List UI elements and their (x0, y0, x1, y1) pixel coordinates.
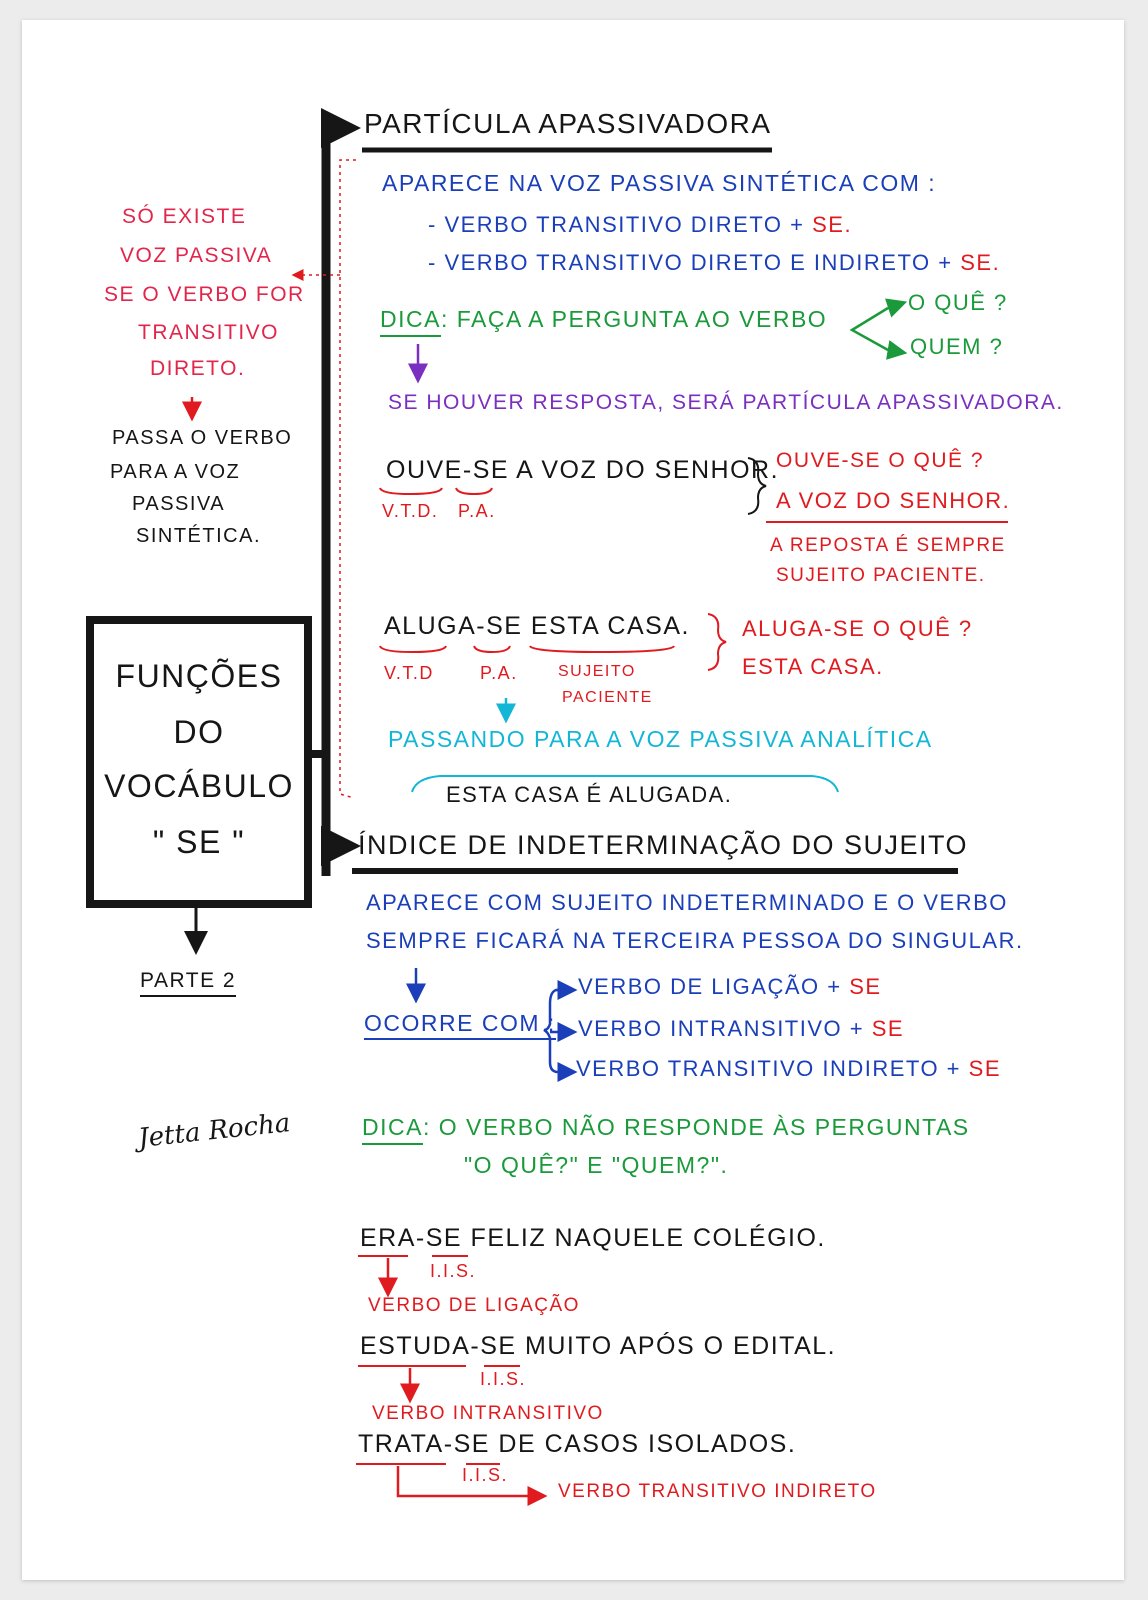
iis-example3-type: VERBO TRANSITIVO INDIRETO (558, 1481, 877, 1502)
se-mark: SE. (812, 212, 853, 237)
part-label: PARTE 2 (140, 970, 236, 997)
example1-note2: SUJEITO PACIENTE. (776, 565, 986, 586)
box-title-line2: DO (173, 714, 225, 750)
label-paciente: PACIENTE (562, 689, 653, 706)
example2-sentence: ALUGA-SE ESTA CASA. (384, 612, 690, 640)
se-mark: SE (871, 1016, 905, 1041)
example1-question: OUVE-SE O QUÊ ? (776, 449, 985, 472)
iis-example2: ESTUDA-SE MUITO APÓS O EDITAL. (360, 1332, 837, 1360)
tip-label: DICA (380, 306, 441, 337)
label-iis: I.I.S. (430, 1261, 477, 1281)
example1-answer: A VOZ DO SENHOR. (776, 488, 1011, 513)
section1-title: PARTÍCULA APASSIVADORA (364, 108, 772, 139)
label-iis: I.I.S. (480, 1369, 527, 1389)
se-mark: SE. (960, 250, 1001, 275)
side-note-line1: SÓ EXISTE (122, 205, 247, 228)
side-note-line8: PASSIVA (132, 493, 226, 515)
iis-example1: ERA-SE FELIZ NAQUELE COLÉGIO. (360, 1224, 826, 1252)
tip-label: DICA (362, 1114, 423, 1145)
example2-question: ALUGA-SE O QUÊ ? (742, 616, 973, 641)
side-note-line6: PASSA O VERBO (112, 427, 293, 449)
section1-item1: - VERBO TRANSITIVO DIRETO + SE. (428, 212, 853, 237)
section1-tip: DICA: FAÇA A PERGUNTA AO VERBO (380, 308, 827, 331)
side-note-line2: VOZ PASSIVA (120, 244, 273, 267)
section2-intro2: SEMPRE FICARÁ NA TERCEIRA PESSOA DO SINGULAR. (366, 928, 1024, 953)
iis-example3: TRATA-SE DE CASOS ISOLADOS. (358, 1430, 797, 1458)
analytic-title: PASSANDO PARA A VOZ PASSIVA ANALÍTICA (388, 726, 933, 752)
tip-result: SE HOUVER RESPOSTA, SERÁ PARTÍCULA APASSIVADORA. (388, 391, 1064, 414)
example2-answer: ESTA CASA. (742, 654, 884, 679)
tip-question-1: O QUÊ ? (908, 290, 1008, 315)
dotted-bracket (340, 160, 356, 798)
se-mark: SE (849, 974, 882, 999)
analytic-sentence: ESTA CASA É ALUGADA. (446, 782, 733, 807)
box-title-line4: " SE " (152, 824, 246, 860)
label-pa: P.A. (458, 501, 496, 521)
label-vtd: V.T.D (384, 663, 434, 683)
occurs-item-1: VERBO DE LIGAÇÃO + SE (578, 974, 882, 999)
iis-example2-type: VERBO INTRANSITIVO (372, 1403, 604, 1424)
iis-example1-type: VERBO DE LIGAÇÃO (368, 1295, 580, 1316)
se-mark: SE (968, 1056, 1002, 1081)
signature: Jetta Rocha (136, 1108, 292, 1154)
label-iis: I.I.S. (462, 1465, 509, 1485)
section2-title: ÍNDICE DE INDETERMINAÇÃO DO SUJEITO (358, 830, 969, 860)
occurs-item-3: VERBO TRANSITIVO INDIRETO + SE (576, 1056, 1002, 1081)
side-note-line5: DIRETO. (150, 357, 246, 380)
section2-tip: DICA: O VERBO NÃO RESPONDE ÀS PERGUNTAS (362, 1116, 970, 1139)
tip-question-2: QUEM ? (910, 334, 1004, 359)
label-pa: P.A. (480, 663, 518, 683)
occurs-item-2: VERBO INTRANSITIVO + SE (578, 1016, 905, 1041)
section1-intro: APARECE NA VOZ PASSIVA SINTÉTICA COM : (382, 170, 937, 196)
example1-sentence: OUVE-SE A VOZ DO SENHOR. (386, 456, 780, 484)
side-note-line3: SE O VERBO FOR (104, 283, 305, 306)
side-note-line9: SINTÉTICA. (136, 525, 262, 547)
occurs-label: OCORRE COM : (364, 1012, 556, 1040)
section2-tip-line2: "O QUÊ?" E "QUEM?". (464, 1152, 729, 1178)
label-vtd: V.T.D. (382, 501, 439, 521)
example1-note1: A REPOSTA É SEMPRE (770, 535, 1006, 556)
section1-item2: - VERBO TRANSITIVO DIRETO E INDIRETO + SE. (428, 250, 1001, 275)
side-note-line4: TRANSITIVO (138, 321, 280, 344)
section2-intro1: APARECE COM SUJEITO INDETERMINADO E O VERBO (366, 890, 1008, 915)
side-note-line7: PARA A VOZ (110, 461, 241, 483)
label-sujeito: SUJEITO (558, 663, 636, 680)
box-title-line1: FUNÇÕES (115, 658, 283, 694)
box-title-line3: VOCÁBULO (104, 768, 294, 804)
